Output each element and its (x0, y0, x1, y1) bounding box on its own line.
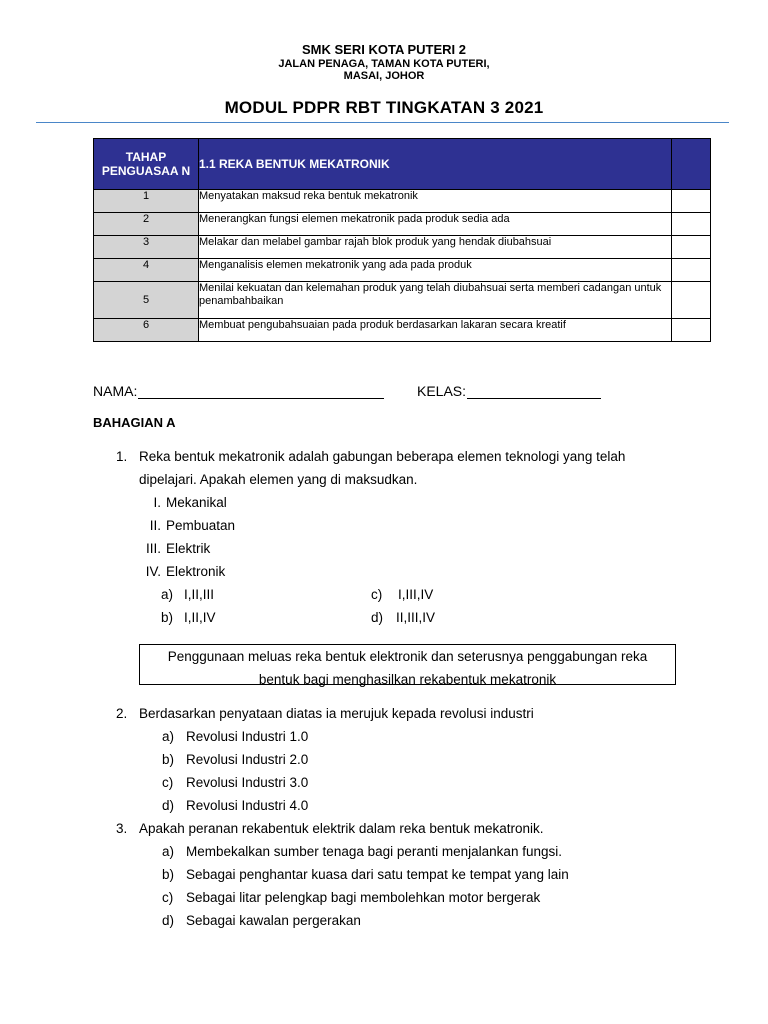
question-text: Reka bentuk mekatronik adalah gabungan beberapa elemen teknologi yang telah (139, 449, 626, 464)
school-name: SMK SERI KOTA PUTERI 2 (302, 42, 466, 57)
option-letter: b) (161, 610, 174, 625)
table-row (94, 319, 711, 342)
element-item: Elektrik (166, 541, 211, 556)
nama-field[interactable] (93, 383, 384, 399)
answer-option[interactable]: I,II,III (184, 587, 215, 602)
statement-line: Penggunaan meluas reka bentuk elektronik dan seterusnya penggabungan reka (167, 649, 648, 664)
element-item: Mekanikal (166, 495, 227, 510)
check-cell[interactable] (672, 236, 711, 259)
answer-option[interactable]: Revolusi Industri 4.0 (186, 798, 309, 813)
section-title: BAHAGIAN A (93, 415, 176, 430)
question-text: dipelajari. Apakah elemen yang di maksudkan. (139, 472, 418, 487)
module-title: MODUL PDPR RBT TINGKATAN 3 2021 (224, 98, 544, 117)
school-address-line2: MASAI, JOHOR (343, 70, 425, 82)
level-number: 5 (94, 282, 199, 319)
element-item: Pembuatan (166, 518, 236, 533)
level-description: Melakar dan melabel gambar rajah blok produk yang hendak diubahsuai (199, 236, 672, 259)
level-number: 3 (94, 236, 199, 259)
table-row (94, 282, 711, 319)
answer-option[interactable]: Sebagai litar pelengkap bagi membolehkan motor bergerak (186, 890, 541, 905)
option-letter: d) (162, 798, 175, 813)
roman-numeral: I. (153, 495, 161, 510)
answer-option[interactable]: I,II,IV (184, 610, 216, 625)
level-description: Menerangkan fungsi elemen mekatronik pada produk sedia ada (199, 213, 672, 236)
check-cell[interactable] (672, 282, 711, 319)
question-number: 2. (116, 706, 128, 721)
option-letter: c) (162, 890, 174, 905)
check-cell[interactable] (672, 190, 711, 213)
option-letter: d) (162, 913, 175, 928)
table-row (94, 236, 711, 259)
option-letter: a) (162, 729, 175, 744)
option-letter: c) (162, 775, 174, 790)
roman-numeral: II. (149, 518, 161, 533)
check-column-header (672, 139, 711, 190)
topic-column-header: 1.1 REKA BENTUK MEKATRONIK (199, 139, 672, 190)
statement-line: bentuk bagi menghasilkan rekabentuk mekatronik (258, 672, 557, 687)
school-address-line1: JALAN PENAGA, TAMAN KOTA PUTERI, (278, 58, 490, 70)
question-number: 3. (116, 821, 128, 836)
option-letter: a) (162, 844, 175, 859)
header-divider (36, 122, 729, 123)
roman-numeral: III. (145, 541, 161, 556)
kelas-field[interactable] (417, 383, 601, 399)
table-header-row (94, 139, 711, 190)
level-description: Menilai kekuatan dan kelemahan produk yang telah diubahsuai serta memberi cadangan untuk penambahbaikan (199, 282, 672, 319)
check-cell[interactable] (672, 213, 711, 236)
level-number: 4 (94, 259, 199, 282)
answer-option[interactable]: Revolusi Industri 1.0 (186, 729, 309, 744)
option-letter: d) (371, 610, 384, 625)
nama-label: NAMA: (93, 383, 138, 399)
answer-option[interactable]: Sebagai penghantar kuasa dari satu tempat ke tempat yang lain (186, 867, 569, 882)
question-text: Apakah peranan rekabentuk elektrik dalam reka bentuk mekatronik. (139, 821, 544, 836)
answer-option[interactable]: Membekalkan sumber tenaga bagi peranti menjalankan fungsi. (186, 844, 562, 859)
option-letter: b) (162, 752, 175, 767)
level-number: 1 (94, 190, 199, 213)
option-letter: b) (162, 867, 175, 882)
check-cell[interactable] (672, 319, 711, 342)
answer-option[interactable]: I,III,IV (398, 587, 434, 602)
answer-option[interactable]: Sebagai kawalan pergerakan (186, 913, 361, 928)
nama-blank-line[interactable] (138, 384, 384, 399)
answer-option[interactable]: Revolusi Industri 2.0 (186, 752, 309, 767)
answer-option[interactable]: II,III,IV (396, 610, 436, 625)
roman-numeral: IV. (145, 564, 161, 579)
table-row (94, 259, 711, 282)
level-number: 2 (94, 213, 199, 236)
check-cell[interactable] (672, 259, 711, 282)
level-column-header: TAHAP PENGUASAA N (94, 139, 199, 190)
option-letter: a) (161, 587, 174, 602)
kelas-label: KELAS: (417, 383, 467, 399)
mastery-level-table (93, 138, 711, 342)
level-number: 6 (94, 319, 199, 342)
table-row (94, 213, 711, 236)
option-letter: c) (371, 587, 383, 602)
level-description: Menganalisis elemen mekatronik yang ada pada produk (199, 259, 672, 282)
answer-option[interactable]: Revolusi Industri 3.0 (186, 775, 309, 790)
level-description: Menyatakan maksud reka bentuk mekatronik (199, 190, 672, 213)
level-description: Membuat pengubahsuaian pada produk berdasarkan lakaran secara kreatif (199, 319, 672, 342)
question-number: 1. (116, 449, 128, 464)
table-row (94, 190, 711, 213)
statement-box (139, 644, 676, 685)
kelas-blank-line[interactable] (467, 384, 601, 399)
question-text: Berdasarkan penyataan diatas ia merujuk kepada revolusi industri (139, 706, 534, 721)
element-item: Elektronik (166, 564, 226, 579)
